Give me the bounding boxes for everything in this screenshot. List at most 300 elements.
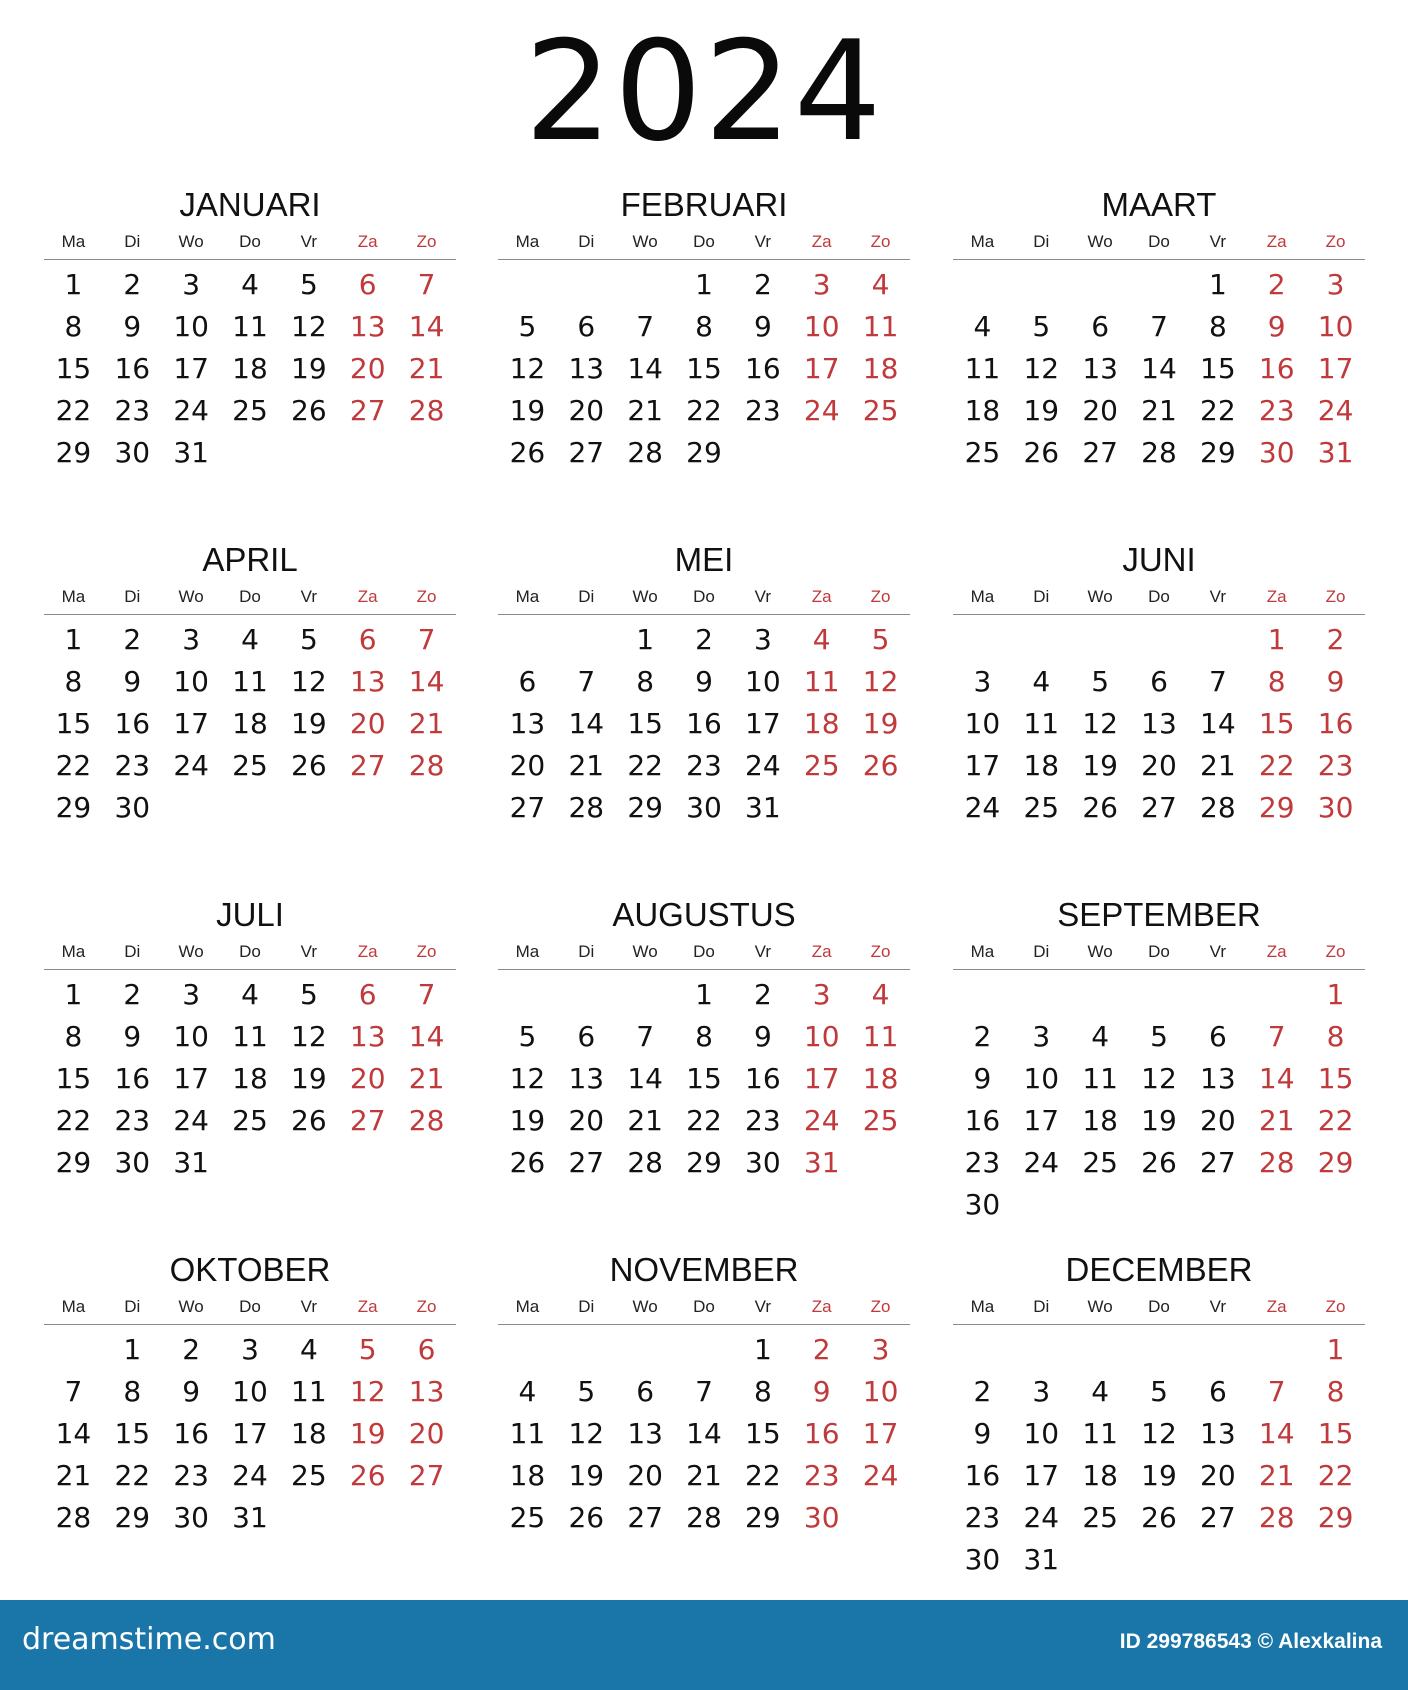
- day-number: 8: [695, 1020, 713, 1053]
- day-number: 13: [568, 1062, 605, 1095]
- day-grid: [44, 974, 456, 1184]
- day-number: 23: [1258, 394, 1295, 427]
- day-number: 27: [1200, 1501, 1236, 1534]
- day-number: 5: [577, 1375, 596, 1408]
- day-number: 5: [299, 268, 318, 301]
- weekday-label: Wo: [178, 587, 204, 606]
- weekday-label: Ma: [515, 1297, 540, 1316]
- day-number: 18: [291, 1417, 327, 1450]
- weekday-label: Do: [239, 232, 261, 251]
- day-number: 6: [1208, 1375, 1227, 1408]
- day-number: 6: [577, 1020, 596, 1053]
- day-number: 7: [1150, 310, 1168, 343]
- weekday-label: Vr: [1209, 587, 1227, 606]
- weekday-header: [953, 941, 1365, 970]
- day-number: 1: [123, 1333, 142, 1366]
- day-number: 10: [1023, 1062, 1060, 1095]
- day-number: 23: [803, 1459, 840, 1492]
- day-number: 13: [509, 707, 546, 740]
- day-number: 11: [862, 310, 899, 343]
- day-number: 14: [408, 665, 445, 698]
- day-number: 9: [753, 310, 772, 343]
- day-number: 18: [509, 1459, 546, 1492]
- day-number: 9: [973, 1062, 992, 1095]
- empty-cell: [557, 264, 616, 306]
- weekday-label: Vr: [1209, 232, 1227, 251]
- day-number: 12: [291, 1020, 327, 1053]
- day-number: 11: [232, 1020, 268, 1053]
- day-number: 22: [55, 749, 92, 782]
- day-number: 15: [1317, 1417, 1354, 1450]
- day-number: 9: [812, 1375, 831, 1408]
- day-number: 1: [1267, 623, 1286, 656]
- month-december: [953, 1250, 1365, 1581]
- weekday-header: [498, 586, 910, 615]
- day-number: 17: [964, 749, 1001, 782]
- weekday-label: Za: [811, 587, 832, 606]
- weekday-label: Do: [1148, 1297, 1170, 1316]
- day-number: 28: [1258, 1146, 1295, 1179]
- day-number: 11: [1082, 1417, 1118, 1450]
- day-number: 28: [686, 1501, 722, 1534]
- day-number: 16: [114, 1062, 151, 1095]
- day-number: 21: [1200, 749, 1236, 782]
- weekday-label: Vr: [1209, 1297, 1227, 1316]
- day-number: 10: [173, 310, 209, 343]
- day-number: 16: [803, 1417, 840, 1450]
- day-number: 12: [1023, 352, 1060, 385]
- day-number: 13: [1082, 352, 1118, 385]
- day-number: 7: [417, 978, 436, 1011]
- day-number: 17: [173, 707, 209, 740]
- day-number: 10: [964, 707, 1001, 740]
- day-number: 9: [123, 310, 142, 343]
- day-number: 8: [1326, 1375, 1345, 1408]
- day-number: 20: [349, 352, 386, 385]
- weekday-label: Vr: [1209, 942, 1227, 961]
- day-number: 10: [803, 1020, 840, 1053]
- day-number: 11: [964, 352, 1001, 385]
- day-number: 13: [349, 1020, 386, 1053]
- day-number: 11: [509, 1417, 546, 1450]
- empty-cell: [1071, 1329, 1130, 1371]
- weekday-label: Di: [578, 942, 595, 961]
- day-number: 9: [973, 1417, 992, 1450]
- day-number: 7: [1267, 1020, 1286, 1053]
- day-number: 25: [862, 1104, 899, 1137]
- day-number: 6: [577, 310, 596, 343]
- day-number: 21: [408, 1062, 445, 1095]
- day-number: 20: [1082, 394, 1118, 427]
- empty-cell: [1247, 1329, 1306, 1371]
- day-number: 27: [568, 436, 605, 469]
- day-number: 19: [862, 707, 899, 740]
- day-number: 24: [173, 749, 209, 782]
- month-title: APRIL: [202, 541, 298, 578]
- day-number: 29: [55, 791, 92, 824]
- weekday-header: [953, 1296, 1365, 1325]
- day-number: 18: [232, 707, 268, 740]
- day-number: 24: [173, 1104, 209, 1137]
- day-number: 31: [803, 1146, 840, 1179]
- weekday-label: Wo: [632, 942, 658, 961]
- day-number: 11: [803, 665, 840, 698]
- day-grid: [953, 1329, 1365, 1581]
- day-number: 9: [753, 1020, 772, 1053]
- day-number: 1: [695, 268, 713, 301]
- empty-cell: [1071, 619, 1130, 661]
- weekday-label: Za: [811, 1297, 832, 1316]
- weekday-label: Ma: [61, 942, 86, 961]
- day-number: 21: [55, 1459, 92, 1492]
- day-number: 5: [299, 978, 318, 1011]
- day-number: 29: [55, 1146, 92, 1179]
- weekday-header: [44, 231, 456, 260]
- day-number: 6: [417, 1333, 436, 1366]
- day-number: 28: [627, 1146, 663, 1179]
- weekday-label: Za: [1266, 587, 1287, 606]
- weekday-label: Do: [1148, 587, 1170, 606]
- month-april: [44, 540, 456, 829]
- weekday-label: Zo: [416, 942, 437, 961]
- day-number: 29: [627, 791, 663, 824]
- day-number: 12: [291, 665, 327, 698]
- day-number: 25: [232, 1104, 268, 1137]
- day-number: 7: [695, 1375, 713, 1408]
- day-number: 25: [232, 749, 268, 782]
- weekday-label: Za: [1266, 1297, 1287, 1316]
- day-number: 23: [114, 1104, 151, 1137]
- empty-cell: [1071, 264, 1130, 306]
- day-number: 16: [1258, 352, 1295, 385]
- day-grid: [498, 264, 910, 474]
- day-number: 23: [964, 1501, 1001, 1534]
- weekday-label: Di: [124, 232, 141, 251]
- weekday-label: Zo: [416, 232, 437, 251]
- day-number: 22: [745, 1459, 781, 1492]
- day-number: 2: [695, 623, 713, 656]
- day-number: 13: [1141, 707, 1177, 740]
- brand-logo: dreamstime.com: [22, 1622, 276, 1657]
- day-number: 10: [173, 665, 209, 698]
- day-number: 19: [349, 1417, 386, 1450]
- day-number: 27: [408, 1459, 445, 1492]
- weekday-label: Zo: [416, 587, 437, 606]
- empty-cell: [1188, 619, 1247, 661]
- day-number: 27: [627, 1501, 663, 1534]
- day-number: 29: [1317, 1146, 1354, 1179]
- weekday-label: Wo: [632, 232, 658, 251]
- day-number: 24: [232, 1459, 268, 1492]
- day-number: 11: [232, 665, 268, 698]
- day-number: 8: [64, 665, 83, 698]
- day-number: 22: [686, 394, 722, 427]
- month-februari: [498, 185, 910, 474]
- empty-cell: [498, 619, 557, 661]
- weekday-label: Zo: [1325, 587, 1346, 606]
- day-number: 14: [1200, 707, 1236, 740]
- weekday-label: Wo: [178, 232, 204, 251]
- empty-cell: [953, 974, 1012, 1016]
- weekday-header: [953, 586, 1365, 615]
- day-number: 13: [1200, 1417, 1236, 1450]
- day-number: 3: [182, 978, 201, 1011]
- day-number: 24: [173, 394, 209, 427]
- weekday-label: Vr: [300, 587, 318, 606]
- weekday-label: Di: [1033, 232, 1050, 251]
- day-number: 24: [964, 791, 1001, 824]
- day-number: 12: [509, 352, 546, 385]
- day-number: 1: [1208, 268, 1227, 301]
- month-title: DECEMBER: [1065, 1251, 1253, 1288]
- day-number: 2: [812, 1333, 831, 1366]
- day-grid: [953, 974, 1365, 1226]
- weekday-label: Ma: [515, 232, 540, 251]
- day-number: 14: [627, 352, 663, 385]
- weekday-label: Za: [357, 942, 378, 961]
- empty-cell: [1130, 974, 1189, 1016]
- day-number: 21: [408, 352, 445, 385]
- day-number: 26: [349, 1459, 386, 1492]
- day-number: 9: [1326, 665, 1345, 698]
- weekday-label: Vr: [300, 1297, 318, 1316]
- weekday-label: Ma: [61, 1297, 86, 1316]
- day-number: 5: [1150, 1375, 1168, 1408]
- day-number: 5: [1091, 665, 1110, 698]
- day-number: 21: [686, 1459, 722, 1492]
- day-number: 17: [803, 1062, 840, 1095]
- weekday-label: Zo: [416, 1297, 437, 1316]
- day-number: 6: [636, 1375, 655, 1408]
- day-number: 2: [973, 1020, 992, 1053]
- day-number: 16: [745, 352, 781, 385]
- day-number: 20: [568, 1104, 605, 1137]
- day-number: 12: [1141, 1417, 1177, 1450]
- month-oktober: [44, 1250, 456, 1539]
- weekday-label: Za: [357, 232, 378, 251]
- day-number: 31: [173, 1146, 209, 1179]
- day-number: 25: [1023, 791, 1060, 824]
- day-number: 4: [973, 310, 992, 343]
- day-number: 28: [1200, 791, 1236, 824]
- empty-cell: [675, 1329, 734, 1371]
- month-november: [498, 1250, 910, 1539]
- day-number: 14: [55, 1417, 92, 1450]
- day-number: 3: [1032, 1020, 1051, 1053]
- month-augustus: [498, 895, 910, 1184]
- day-number: 26: [291, 1104, 327, 1137]
- day-number: 31: [1023, 1543, 1060, 1576]
- day-number: 8: [64, 310, 83, 343]
- day-number: 30: [686, 791, 722, 824]
- day-number: 29: [686, 436, 722, 469]
- day-number: 28: [1258, 1501, 1295, 1534]
- day-number: 14: [686, 1417, 722, 1450]
- day-number: 12: [568, 1417, 605, 1450]
- weekday-header: [953, 231, 1365, 260]
- day-number: 8: [1208, 310, 1227, 343]
- day-number: 16: [114, 352, 151, 385]
- empty-cell: [616, 974, 675, 1016]
- day-number: 16: [1317, 707, 1354, 740]
- weekday-label: Wo: [1087, 942, 1113, 961]
- day-number: 4: [1032, 665, 1051, 698]
- day-number: 6: [1208, 1020, 1227, 1053]
- weekday-label: Do: [693, 587, 715, 606]
- day-number: 4: [241, 978, 259, 1011]
- day-number: 2: [1267, 268, 1286, 301]
- month-title: JULI: [216, 896, 284, 933]
- weekday-label: Za: [357, 587, 378, 606]
- day-number: 29: [745, 1501, 781, 1534]
- day-number: 6: [358, 268, 377, 301]
- day-number: 1: [1326, 978, 1345, 1011]
- day-number: 21: [1258, 1459, 1295, 1492]
- day-number: 25: [232, 394, 268, 427]
- day-number: 8: [1267, 665, 1286, 698]
- empty-cell: [1071, 974, 1130, 1016]
- day-grid: [498, 619, 910, 829]
- day-number: 17: [1317, 352, 1354, 385]
- weekday-label: Wo: [1087, 587, 1113, 606]
- day-number: 12: [1141, 1062, 1177, 1095]
- empty-cell: [1012, 974, 1071, 1016]
- day-number: 19: [568, 1459, 605, 1492]
- day-number: 30: [803, 1501, 840, 1534]
- day-number: 28: [408, 394, 445, 427]
- empty-cell: [1188, 1329, 1247, 1371]
- day-number: 2: [753, 268, 772, 301]
- day-number: 23: [686, 749, 722, 782]
- weekday-label: Di: [1033, 942, 1050, 961]
- day-grid: [44, 619, 456, 829]
- day-number: 29: [55, 436, 92, 469]
- day-number: 15: [627, 707, 663, 740]
- day-number: 14: [408, 1020, 445, 1053]
- day-number: 26: [1141, 1146, 1177, 1179]
- day-number: 18: [803, 707, 840, 740]
- weekday-label: Za: [811, 942, 832, 961]
- day-number: 30: [964, 1543, 1001, 1576]
- day-number: 19: [509, 1104, 546, 1137]
- day-number: 23: [745, 394, 781, 427]
- weekday-label: Vr: [300, 942, 318, 961]
- empty-cell: [1012, 264, 1071, 306]
- day-number: 1: [695, 978, 713, 1011]
- weekday-label: Za: [1266, 942, 1287, 961]
- day-number: 2: [123, 268, 142, 301]
- day-number: 16: [686, 707, 722, 740]
- day-number: 26: [862, 749, 899, 782]
- day-number: 12: [349, 1375, 386, 1408]
- day-number: 13: [349, 665, 386, 698]
- day-number: 25: [1082, 1146, 1118, 1179]
- weekday-label: Vr: [754, 942, 772, 961]
- weekday-label: Ma: [970, 587, 995, 606]
- day-number: 15: [1317, 1062, 1354, 1095]
- day-number: 20: [408, 1417, 445, 1450]
- day-number: 10: [232, 1375, 268, 1408]
- empty-cell: [557, 974, 616, 1016]
- day-number: 25: [803, 749, 840, 782]
- day-grid: [953, 264, 1365, 474]
- day-number: 4: [518, 1375, 537, 1408]
- day-number: 15: [114, 1417, 151, 1450]
- weekday-label: Wo: [1087, 232, 1113, 251]
- day-number: 14: [1141, 352, 1177, 385]
- day-number: 22: [686, 1104, 722, 1137]
- day-number: 14: [568, 707, 605, 740]
- day-number: 14: [627, 1062, 663, 1095]
- day-number: 16: [114, 707, 151, 740]
- empty-cell: [953, 619, 1012, 661]
- day-number: 26: [568, 1501, 605, 1534]
- day-number: 16: [745, 1062, 781, 1095]
- day-number: 30: [114, 436, 151, 469]
- day-number: 5: [299, 623, 318, 656]
- day-number: 30: [964, 1188, 1001, 1221]
- day-number: 26: [1082, 791, 1118, 824]
- day-number: 17: [173, 352, 209, 385]
- day-number: 11: [862, 1020, 899, 1053]
- day-number: 19: [509, 394, 546, 427]
- weekday-label: Ma: [970, 942, 995, 961]
- empty-cell: [44, 1329, 103, 1371]
- day-number: 20: [349, 707, 386, 740]
- day-number: 16: [964, 1104, 1001, 1137]
- day-number: 10: [745, 665, 781, 698]
- day-number: 10: [803, 310, 840, 343]
- weekday-label: Wo: [632, 1297, 658, 1316]
- weekday-label: Ma: [515, 942, 540, 961]
- day-number: 7: [417, 623, 436, 656]
- day-grid: [498, 1329, 910, 1539]
- day-number: 21: [1258, 1104, 1295, 1137]
- day-number: 20: [349, 1062, 386, 1095]
- day-number: 3: [973, 665, 992, 698]
- day-number: 12: [291, 310, 327, 343]
- day-number: 3: [753, 623, 772, 656]
- day-number: 13: [627, 1417, 663, 1450]
- day-number: 29: [114, 1501, 151, 1534]
- day-number: 27: [1200, 1146, 1236, 1179]
- day-number: 23: [114, 394, 151, 427]
- month-title: JUNI: [1122, 541, 1196, 578]
- day-grid: [44, 1329, 456, 1539]
- day-number: 27: [349, 1104, 386, 1137]
- year-title: 2024: [524, 11, 884, 172]
- day-number: 4: [241, 623, 259, 656]
- day-number: 23: [173, 1459, 209, 1492]
- day-number: 31: [745, 791, 781, 824]
- day-number: 5: [1150, 1020, 1168, 1053]
- day-number: 26: [1141, 1501, 1177, 1534]
- empty-cell: [616, 264, 675, 306]
- day-number: 10: [173, 1020, 209, 1053]
- empty-cell: [557, 619, 616, 661]
- day-number: 28: [1141, 436, 1177, 469]
- weekday-label: Di: [124, 1297, 141, 1316]
- day-number: 19: [291, 1062, 327, 1095]
- weekday-label: Ma: [970, 1297, 995, 1316]
- day-number: 2: [1326, 623, 1345, 656]
- image-credit: ID 299786543 © Alexkalina: [1119, 1630, 1382, 1653]
- day-number: 8: [1326, 1020, 1345, 1053]
- day-number: 5: [518, 1020, 537, 1053]
- day-number: 18: [232, 352, 268, 385]
- weekday-label: Vr: [300, 232, 318, 251]
- day-number: 20: [1200, 1104, 1236, 1137]
